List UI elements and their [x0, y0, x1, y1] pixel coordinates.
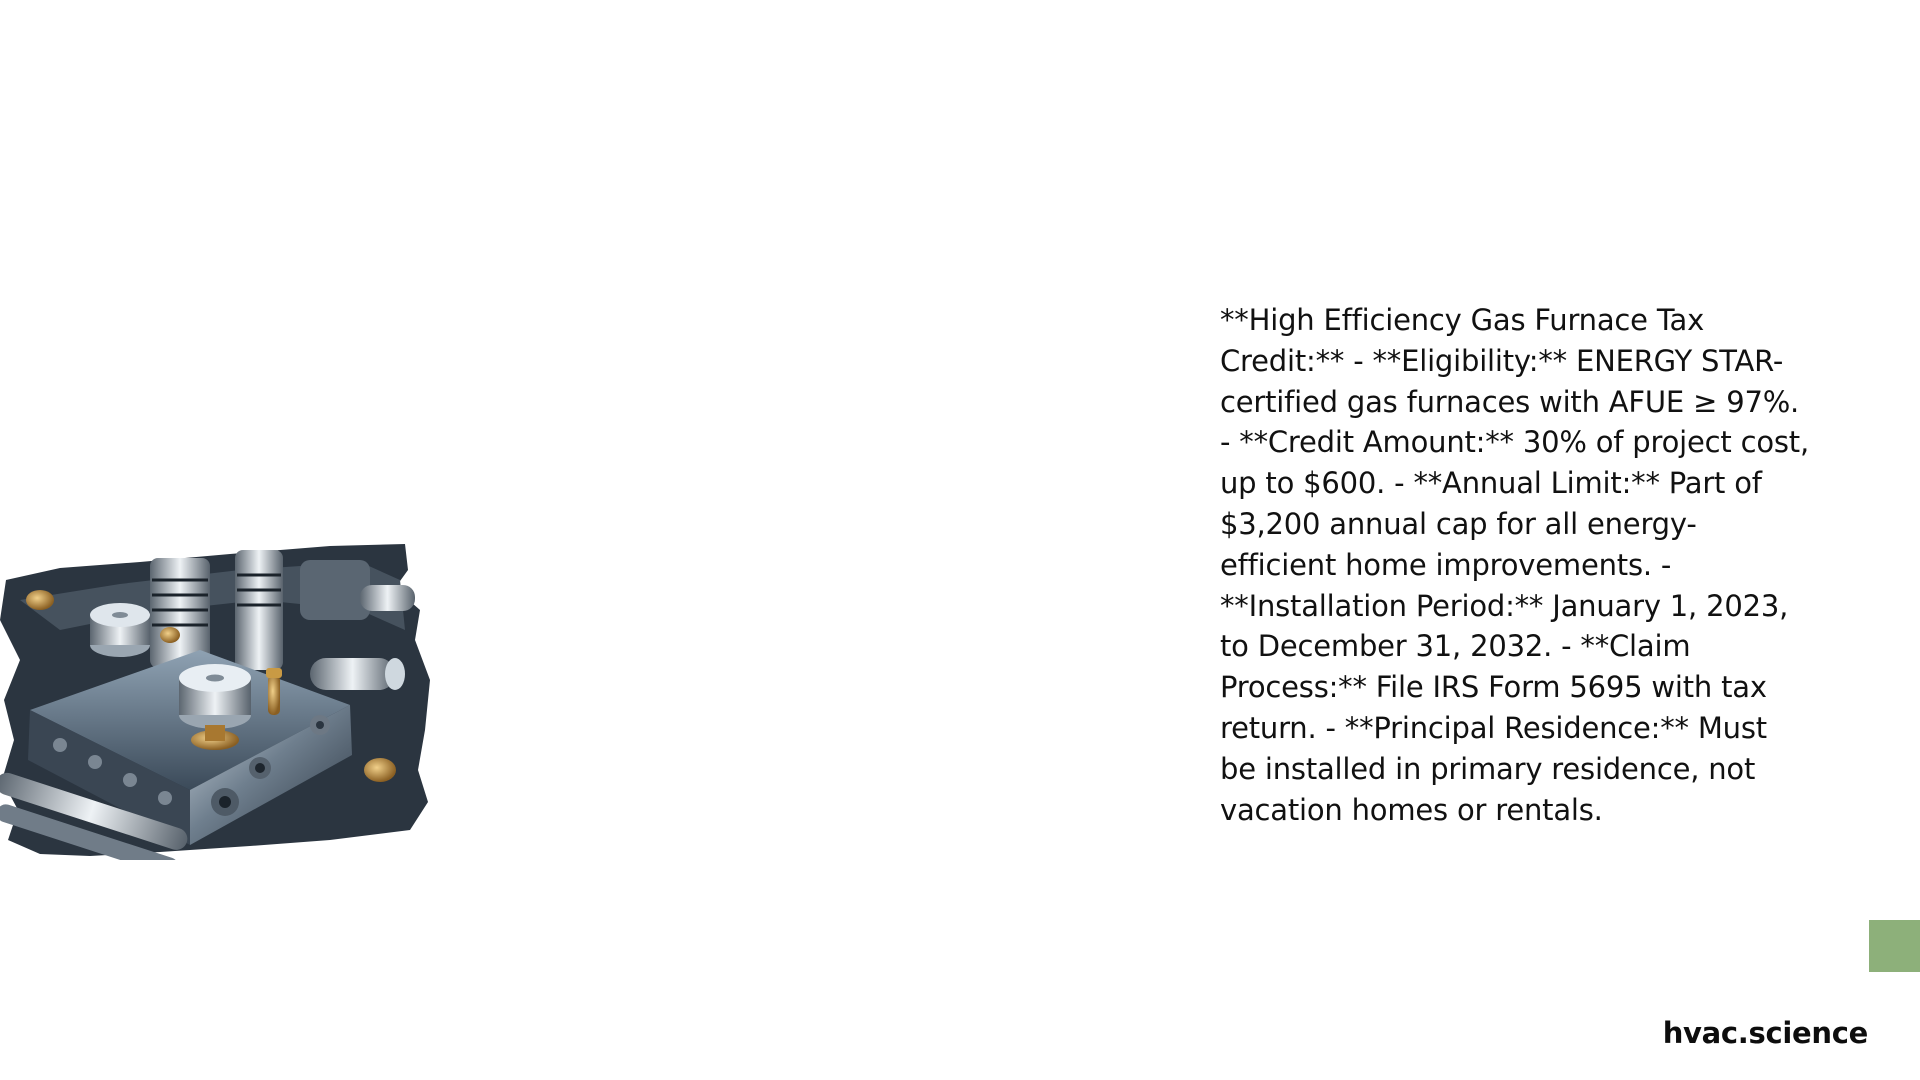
tax-credit-summary-text: **High Efficiency Gas Furnace Tax Credit:** - **Eligibility:** ENERGY STAR-certified gas furnaces with AFUE ≥ 97%. - **Credit Amount:** 30% of project cost, up to $600. - **Annual Limit:** Part of $3,200 annual cap for all energy-efficient home improvements. - **Installation Period:** January 1, 2023, to December 31, 2032. - **Claim Process:** File IRS Form 5695 with tax return. - **Principal Residence:** Must be installed in primary residence, not vacation homes or rentals.	[1220, 303, 1809, 827]
brand-name: hvac.science	[1662, 1016, 1868, 1050]
accent-square	[1869, 920, 1920, 972]
furnace-machinery-image	[0, 540, 440, 860]
